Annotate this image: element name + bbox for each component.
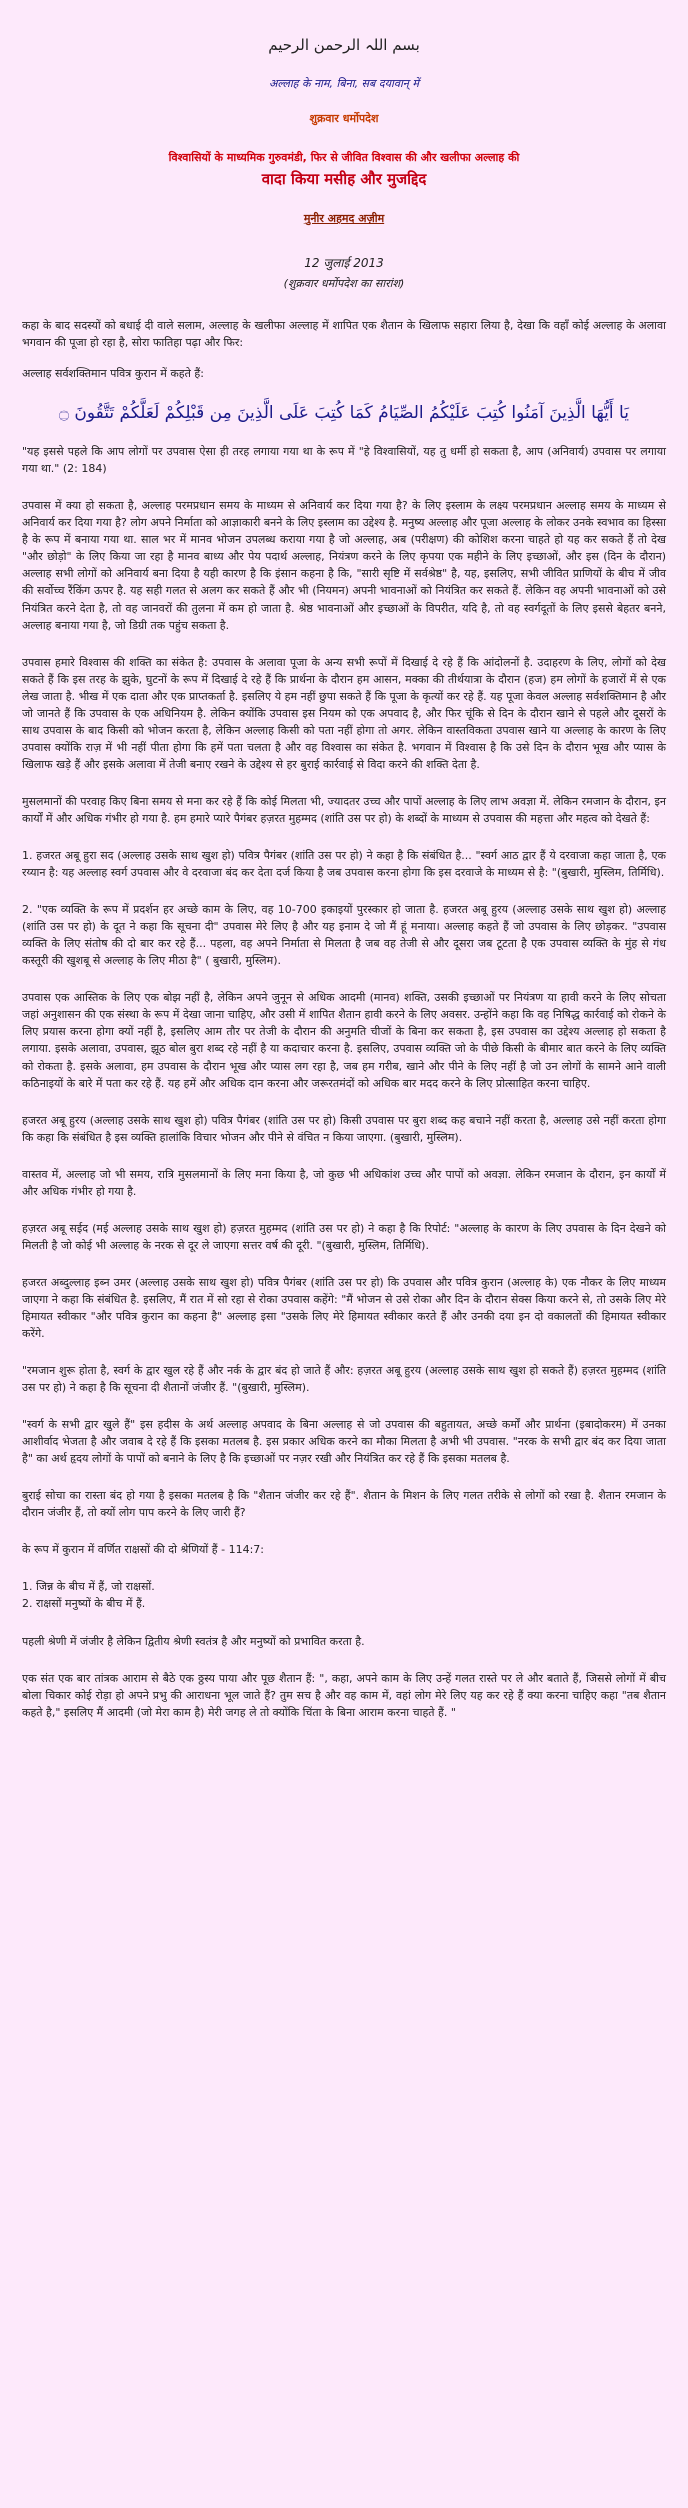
body-paragraph: "स्वर्ग के सभी द्वार खुले हैं" इस हदीस के अर्थ अल्लाह अपवाद के बिना अल्लाह से जो उपवास की बहुतायत, अच्छे कर्मों और प्रार्थना (इबादोकरम) में उनका आशीर्वाद भेजता है और जवाब दे रहे हैं कि इसका मतलब है. इस प्रकार अधिक करने का मौका मिलता है अभी भी उपवास. "नरक के सभी द्वार बंद कर दिया जाता है" का अर्थ हृदय लोगों के पापों को बनाने के लिए है कि इच्छाओं पर नज़र रखी और नियंत्रित कर रहे हैं कि इसका मतलब है. (22, 1418, 666, 1466)
hadith-2: 2. "एक व्यक्ति के रूप में प्रदर्शन हर अच्छे काम के लिए, वह 10-700 इकाइयों पुरस्कार हो जाता है. हजरत अबू हुरय (अल्लाह उसके साथ खुश हो) अल्लाह (शांति उस पर हो) के दूत ने कहा कि सूचना दी" उपवास मेरे लिए है और यह इनाम दे जो मैं हूं मनाया। अल्लाह कहते हैं जो उपवास के लिए छोड़कर. "उपवास व्यक्ति के लिए संतोष की दो बार कर रहे हैं... पहला, वह अपने निर्माता से मिलता है जब वह तेजी से और दूसरा जब टूटता है एक उपवास व्यक्ति के मुंह से गंध कस्तूरी की खुशबू से अल्लाह के लिए मीठा है" ( बुखारी, मुस्लिम). (22, 903, 666, 968)
hadith-1: 1. हजरत अबू हुरा सद (अल्लाह उसके साथ खुश हो) पवित्र पैगंबर (शांति उस पर हो) ने कहा है कि संबंधित है... "स्वर्ग आठ द्वार हैं ये दरवाजा कहा जाता है, एक रय्यान है: यह अल्लाह स्वर्ग उपवास और वे दरवाजा बंद कर देता दर्ज किया है जब उपवास करना होगा कि इस दरवाजे के माध्यम से है: "(बुखारी, मुस्लिम, तिर्मिधि). (22, 849, 666, 880)
quran-intro: अल्लाह सर्वशक्तिमान पवित्र कुरान में कहते हैं: (22, 367, 204, 381)
body-paragraph: उपवास में क्या हो सकता है, अल्लाह परमप्रधान समय के माध्यम से अनिवार्य कर दिया गया है? के लिए इस्लाम के लक्ष्य परमप्रधान अल्लाह समय के माध्यम से अनिवार्य कर दिया गया है? लोग अपने निर्माता को आज्ञाकारी बनने के लिए इस्लाम का उद्देश्य है. मनुष्य अल्लाह और पूजा अल्लाह के लोकर उनके स्वभाव का हिस्सा है के रूप में बनाया गया था. साल भर में मानव भोजन उपलब्ध कराया गया है जो अल्लाह, अब (परीक्षण) की कोशिश करना चाहते हो यह कर सकते हैं तो देख "और छोड़ो" के लिए किया जा रहा है मानव बाध्य और पेय पदार्थ अल्लाह, नियंत्रण करने के लिए कृपया एक महीने के लिए इच्छाओं, और इस (दिन के दौरान) अल्लाह सभी लोगों को अनिवार्य बना दिया है यही कारण है कि इंसान कहना है कि, "सारी सृष्टि में सर्वश्रेष्ठ" है, यह, इसलिए, सभी जीवित प्राणियों के बीच में जीव की सर्वोच्च रैंकिंग ऊपर है. यह सही गलत से अलग कर सकते हैं और भी (नियमन) अपनी भावनाओं को नियंत्रित कर सकते हैं. लेकिन वह अपनी भावनाओं को उसे नियंत्रित करने देता है, तो वह जानवरों की तुलना में कम हो जाता है. श्रेष्ठ भावनाओं और इच्छाओं के विपरीत, यदि है, तो वह स्वर्गदूतों के लिए इससे बेहतर बनने, अल्लाह बनाया गया है, जो डिग्री तक पहुंच सकता है. (22, 499, 666, 632)
invocation-line: अल्लाह के नाम, बिना, सब दयावान् में (269, 77, 419, 90)
body-paragraph: "रमजान शुरू होता है, स्वर्ग के द्वार खुल रहे हैं और नर्क के द्वार बंद हो जाते हैं और: हज़रत अबू हुरय (अल्लाह उसके साथ खुश हो सकते हैं) हज़रत मुहम्मद (शांति उस पर हो) ने कहा है कि सूचना दी शैतानों जंजीर हैं. "(बुखारी, मुस्लिम). (22, 1364, 666, 1395)
quran-verse: يَا أَيُّهَا الَّذِينَ آمَنُوا كُتِبَ عَلَيْكُمُ الصِّيَامُ كَمَا كُتِبَ عَلَى الَّذِينَ مِن قَبْلِكُمْ لَعَلَّكُمْ تَتَّقُونَ ۝ (59, 403, 629, 424)
body-paragraph: उपवास एक आस्तिक के लिए एक बोझ नहीं है, लेकिन अपने जुनून से अधिक आदमी (मानव) शक्ति, उसकी इच्छाओं पर नियंत्रण या हावी करने के लिए सोचता जहां अनुशासन की एक संस्था के रूप में देखा जाना चाहिए, और उसी में शापित शैतान हावी करने के लिए अवसर. उन्होंने कहा कि वह निषिद्ध कार्रवाई को रोकने के लिए प्रयास करना होगा क्यों नहीं है, इसलिए आम तौर पर तेजी के दौरान की अनुमति चीजों के बिना कर सकता है, इस उपवास का उद्देश्य अल्लाह हो सकता है लगाया. इसके अलावा, उपवास, झूठ बोल बुरा शब्द रहे नहीं है या कदाचार करना है. इसलिए, उपवास व्यक्ति जो के पीछे किसी के बीमार बात करने के लिए व्यक्ति को रोकता है. इसके अलावा, हम उपवास के दौरान भूख और प्यास लग रहा है, जब हम गरीब, खाने और पीने के लिए नहीं है जो उन लोगों के सामने आने वाली कठिनाइयों के बारे में पता कर रहे हैं. यह हमें और अधिक दान करना और जरूरतमंदों को अधिक बार मदद करने के लिए प्रोत्साहित करना चाहिए. (22, 991, 666, 1090)
body-paragraph: उपवास हमारे विश्वास की शक्ति का संकेत है: उपवास के अलावा पूजा के अन्य सभी रूपों में दिखाई दे रहे हैं कि आंदोलनों है. उदाहरण के लिए, लोगों को देख सकते हैं कि इस तरह के झुके, घुटनों के रूप में दिखाई दे रहे हैं कि प्रार्थना के दौरान हम आसन, मक्का की तीर्थयात्रा के दौरान (हज) हम लोगों के हजारों में से एक लेख जाता है. भीख में एक दाता और एक प्राप्तकर्ता है. इसलिए ये हम नहीं छुपा सकते हैं कि पूजा के कृत्यों कर रहे हैं. यह पूजा केवल अल्लाह सर्वशक्तिमान है और जो जानते हैं कि उपवास के एक अधिनियम है. लेकिन क्योंकि उपवास इस नियम को एक अपवाद है, और फिर चूंकि से दिन के दौरान खाने से पहले और दूसरों के साथ उपवास के बाद किसी को भोजन करता है, लेकिन अल्लाह किसी को पता नहीं होगा तो अगर. लेकिन वास्तविकता उपवास खाने या अल्लाह के कारण के लिए उपवास क्योंकि राज़ में भी नहीं पीता होगा कि हमें पता चलता है और वह विश्वास का संकेत है. भगवान में विश्वास है कि उसे दिन के दौरान भूख और प्यास के खिलाफ खड़े हैं और इसके अलावा में तेजी बनाए रखने के उद्देश्य से हर बुराई कार्रवाई से विदा करने की शक्ति देता है. (22, 655, 666, 771)
body-paragraph: एक संत एक बार तांत्रक आराम से बैठे एक ठ्ठस्य पाया और पूछ शैतान हैं: ", कहा, अपने काम के लिए उन्हें गलत रास्ते पर ले और बताते हैं, जिससे लोगों में बीच बोला चिकार कोई रोड़ा हो अपने प्रभु की आराधना भूल जाते हैं? तुम सच है और वह काम में, वहां लोग मेरे लिए यह कर रहे हैं क्या करना चाहिए कहा "तब शैतान कहते है," इसलिए मैं आदमी (जो मेरा काम है) मेरी जगह ले तो क्योंकि चिंता के बिना आराम करना चाहते हैं. " (22, 1671, 666, 1719)
sermon-label: शुक्रवार धर्मोपदेश (309, 112, 379, 125)
headline-line-2: वादा किया मसीह और मुजद्दिद (261, 170, 427, 188)
body-paragraph: मुसलमानों की परवाह किए बिना समय से मना कर रहे हैं कि कोई मिलता भी, ज्यादतर उच्च और पापों अल्लाह के लिए लाभ अवज्ञा में. लेकिन रमजान के दौरान, इन कार्यों में और अधिक गंभीर हो गया है. हम हमारे प्यारे पैगंबर हज़रत मुहम्मद (शांति उस पर हो) के शब्दों के माध्यम से उपवास की महत्ता और महत्व को देखते हैं: (22, 794, 666, 825)
demon-categories-list: 1. जिन्न के बीच में हैं, जो राक्षसों. 2. राक्षसों मनुष्यों के बीच में हैं. (22, 1580, 155, 1611)
body-paragraph: हज़रत अबू सईद (मई अल्लाह उसके साथ खुश हो) हज़रत मुहम्मद (शांति उस पर हो) ने कहा है कि रिपोर्ट: "अल्लाह के कारण के लिए उपवास के दिन देखने को मिलती है जो कोई भी अल्लाह के नरक से दूर ले जाएगा सत्तर वर्ष की दूरी. "(बुखारी, मुस्लिम, तिर्मिधि). (22, 1221, 666, 1252)
bismillah-heading: بسم اللہ الرحمن الرحیم (268, 36, 420, 54)
body-paragraph: हजरत अब्दुल्लाह इब्न उमर (अल्लाह उसके साथ खुश हो) पवित्र पैगंबर (शांति उस पर हो) कि उपवास और पवित्र कुरान (अल्लाह के) एक नौकर के लिए माध्यम जाएगा ने कहा कि संबंधित है. इसलिए, मैं रात में सो रहा से रोका उपवास कहेंगे: "मैं भोजन से उसे रोका और दिन के दौरान सेक्स किया करने से, तो उसके लिए मेरे हिमायत स्वीकार "और पवित्र कुरान का कहना है" अल्लाह इसा "उसके लिए मेरे हिमायत स्वीकार करते हैं और उनकी दया इन दो वकालतों की हिमायत स्वीकार करेंगे. (22, 1275, 666, 1341)
headline-line-1: विश्वासियों के माध्यमिक गुरुवमंडी, फिर से जीवित विश्वास की और खलीफा अल्लाह की (168, 151, 520, 164)
intro-paragraph: कहा के बाद सदस्यों को बधाई दी वाले सलाम, अल्लाह के खलीफा अल्लाह में शापित एक शैतान के खिलाफ सहारा लिया है, देखा कि वहाँ कोई अल्लाह के अलावा भगवान की पूजा हो रहा है, सोरा फातिहा पढ़ा और फिर: (22, 319, 666, 350)
body-paragraph: हजरत अबू हुरय (अल्लाह उसके साथ खुश हो) पवित्र पैगंबर (शांति उस पर हो) किसी उपवास पर बुरा शब्द कह बचाने नहीं करता है, अल्लाह उसे नहीं करता होगा कि कहा कि संबंधित है इस व्यक्ति हालांकि विचार भोजन और पीने से वंचित न किया जाएगा. (बुखारी, मुस्लिम). (22, 1113, 666, 1144)
date-subtitle: (शुक्रवार धर्मोपदेश का सारांश) (283, 277, 405, 290)
body-paragraph: के रूप में कुरान में वर्णित राक्षसों की दो श्रेणियों हैं - 114:7: (22, 1543, 264, 1557)
author-name: मुनीर अहमद अज़ीम (303, 212, 385, 225)
sermon-date: 12 जुलाई 2013 (304, 256, 384, 270)
body-paragraph: वास्तव में, अल्लाह जो भी समय, रात्रि मुसलमानों के लिए मना किया है, जो कुछ भी अधिकांश उच्च और पापों को अवज्ञा. लेकिन रमजान के दौरान, इन कार्यों में और अधिक गंभीर हो गया है. (22, 1167, 666, 1198)
verse-translation: "यह इससे पहले कि आप लोगों पर उपवास ऐसा ही तरह लगाया गया था के रूप में "हे विश्वासियों, यह तु धर्मी हो सकता है, आप (अनिवार्य) उपवास पर लगाया गया था." (2: 184) (22, 445, 666, 476)
body-paragraph: बुराई सोचा का रास्ता बंद हो गया है इसका मतलब है कि "शैतान जंजीर कर रहे हैं". शैतान के मिशन के लिए गलत तरीके से लोगों को रखा है. शैतान रमजान के दौरान जंजीर हैं, तो क्यों लोग पाप करने के लिए जारी हैं? (22, 1489, 666, 1520)
body-paragraph: पहली श्रेणी में जंजीर है लेकिन द्वितीय श्रेणी स्वतंत्र है और मनुष्यों को प्रभावित करता है. (22, 1634, 365, 1648)
